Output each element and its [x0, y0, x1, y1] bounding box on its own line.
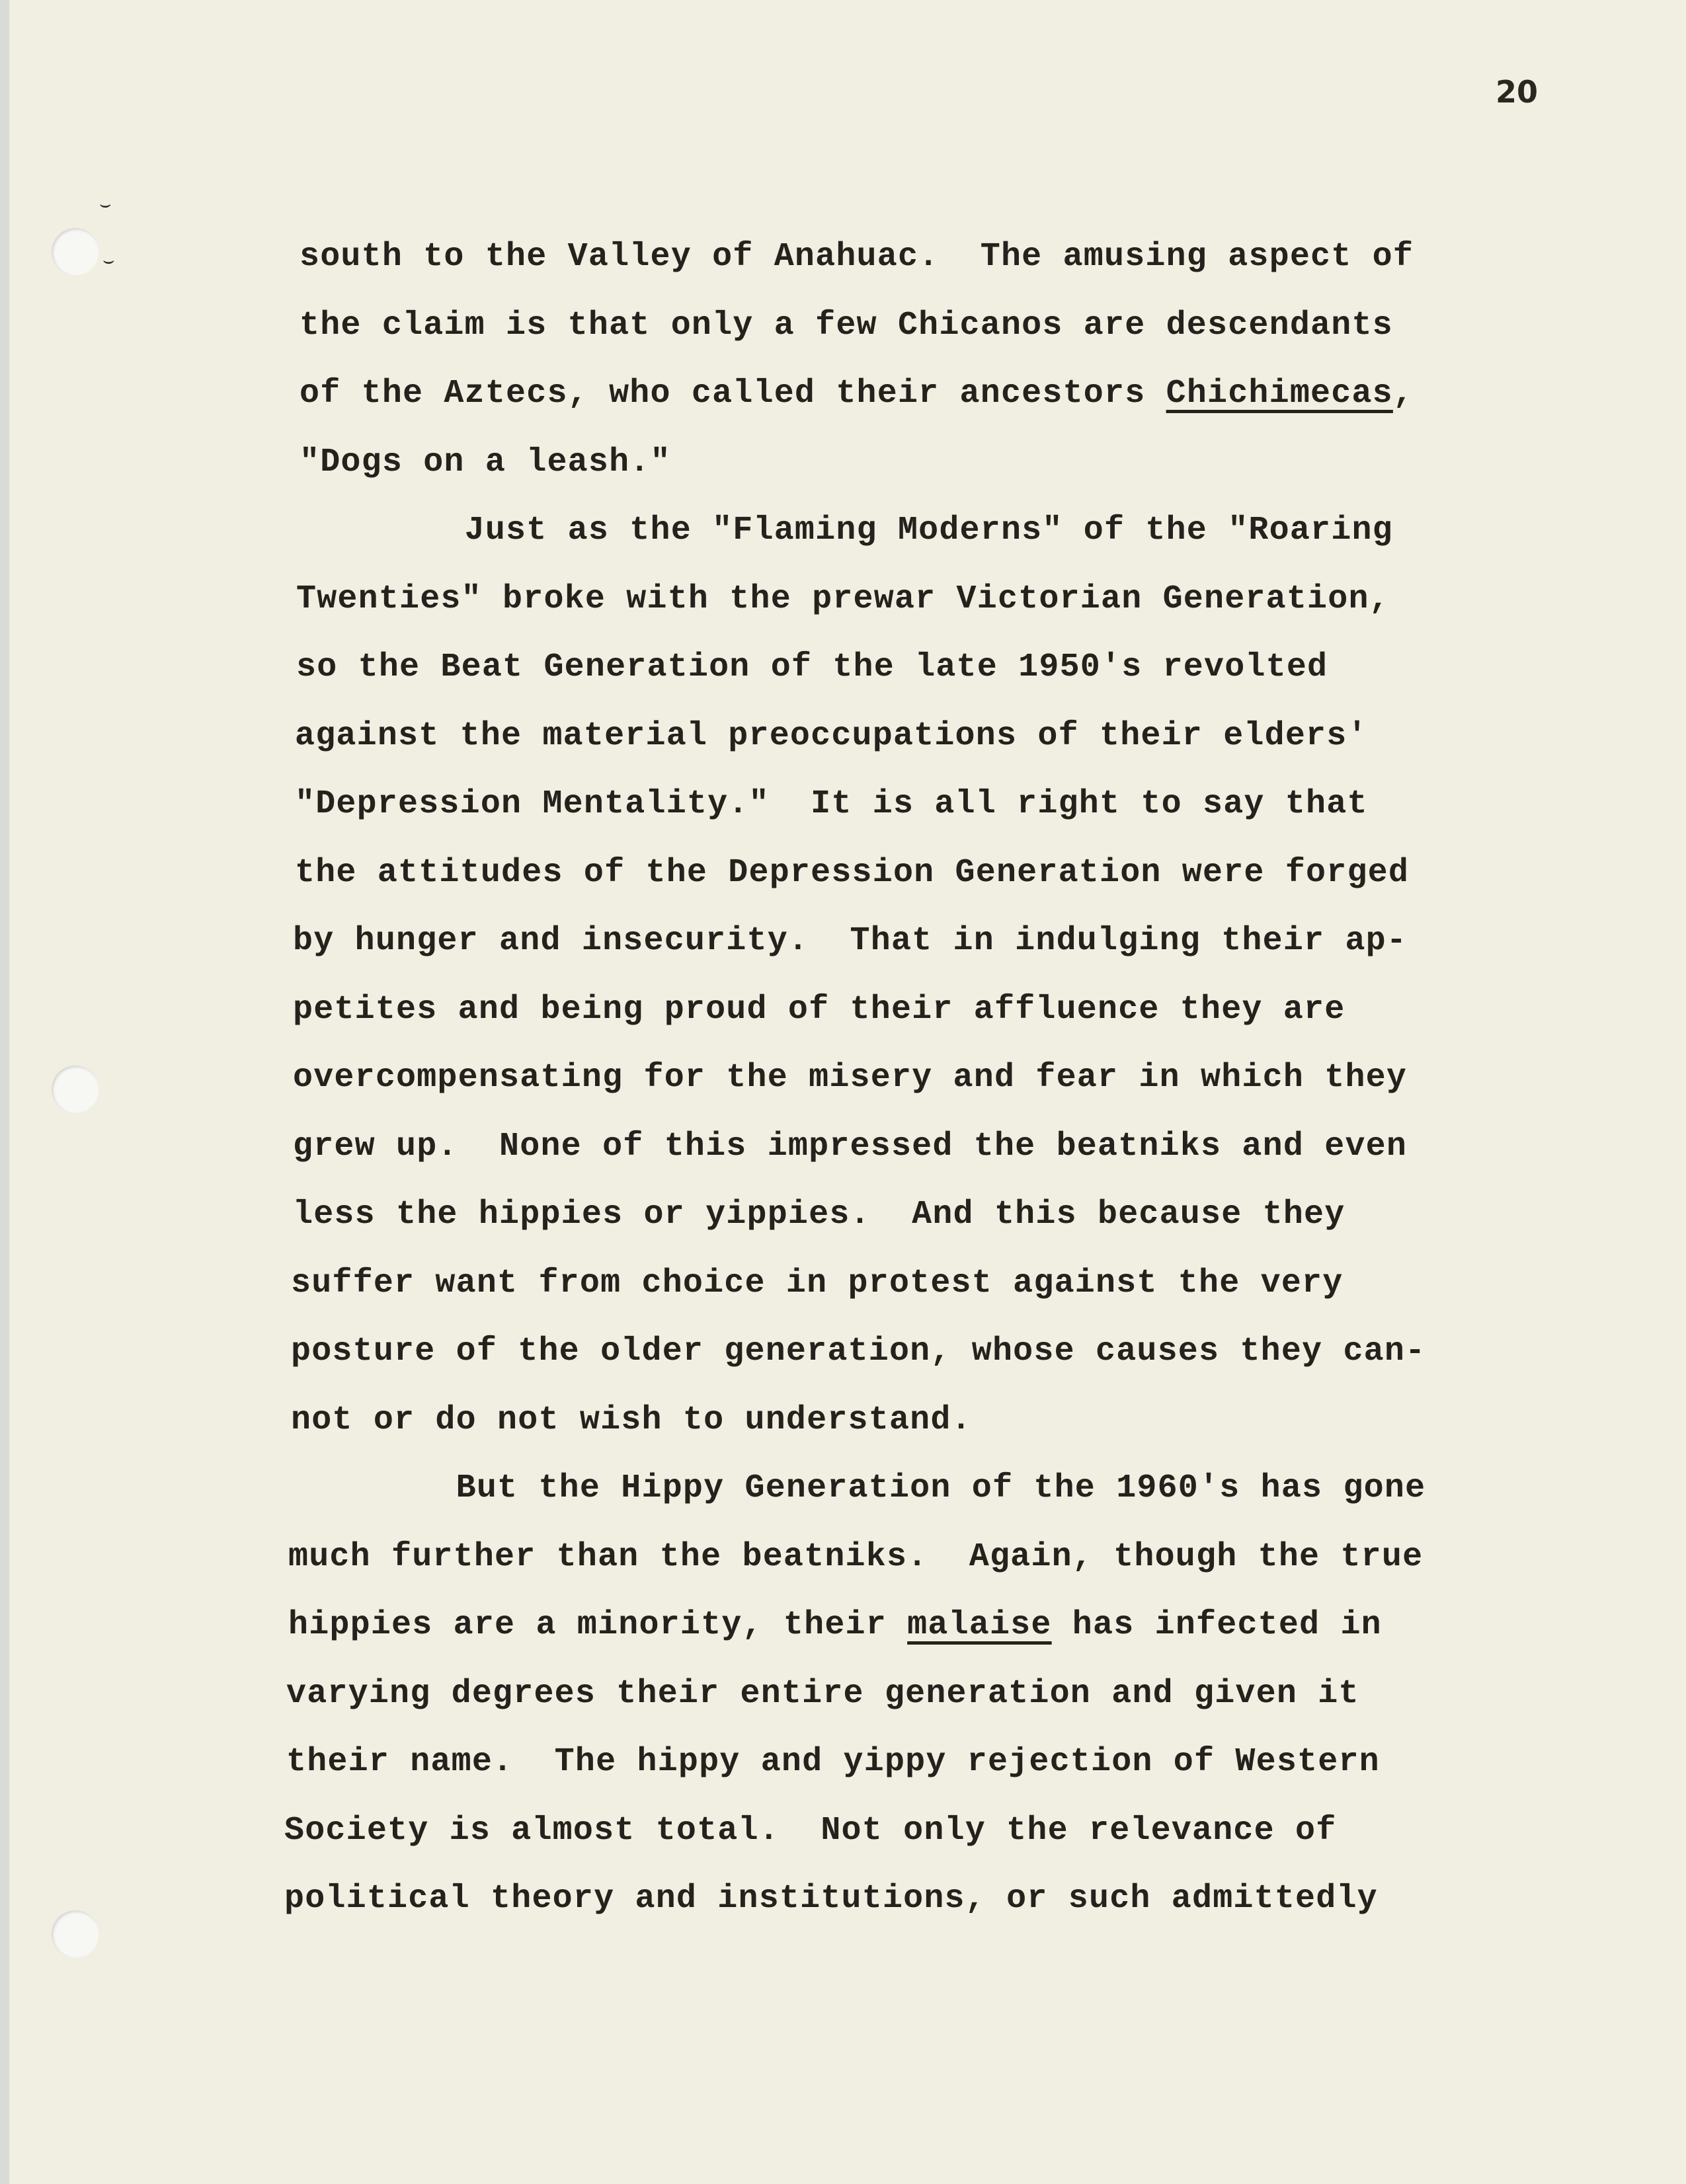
text-line: [300, 444, 671, 481]
text-line: [295, 717, 1368, 755]
ink-mark: ⌣: [102, 252, 115, 272]
line-text: ,: [1392, 375, 1414, 412]
line-text: their name. The hippy and yippy rejection of Western: [286, 1743, 1380, 1781]
line-text: varying degrees their entire generation and given it: [286, 1674, 1359, 1713]
line-text: But the Hippy Generation of the 1960's has gone: [291, 1469, 1426, 1507]
line-text: hippies are a minority, their: [288, 1606, 908, 1644]
text-line: [291, 1401, 972, 1439]
text-line: [295, 785, 1368, 823]
text-line: [296, 648, 1328, 686]
line-text: against the material preoccupations of their elders': [295, 717, 1368, 755]
scan-edge: [0, 0, 9, 2184]
line-text: much further than the beatniks. Again, though the true: [288, 1538, 1424, 1576]
text-line: [293, 1128, 1407, 1165]
punch-hole-bottom: [52, 1910, 99, 1958]
underlined-word: Chichimecas: [1166, 375, 1393, 412]
line-text: overcompensating for the misery and fear in which they: [293, 1059, 1408, 1097]
ink-mark: ⌣: [99, 196, 112, 216]
text-line: [300, 375, 1414, 412]
line-text: suffer want from choice in protest against the very: [291, 1264, 1344, 1302]
text-line: [284, 1880, 1378, 1918]
text-line: [296, 580, 1390, 618]
line-text: less the hippies or yippies. And this because they: [293, 1196, 1345, 1233]
line-text: of the Aztecs, who called their ancestors: [300, 375, 1166, 412]
line-text: grew up. None of this impressed the beatniks and even: [293, 1127, 1408, 1165]
text-line: [300, 307, 1393, 344]
text-line: [284, 1812, 1336, 1850]
text-line: [293, 1196, 1345, 1233]
line-text: Society is almost total. Not only the relevance of: [284, 1811, 1337, 1850]
line-text: political theory and institutions, or such admittedly: [284, 1880, 1378, 1918]
line-text: not or do not wish to understand.: [291, 1401, 972, 1439]
text-line: [293, 922, 1407, 960]
line-text: the claim is that only a few Chicanos are descendants: [300, 306, 1393, 344]
line-text: Just as the "Flaming Moderns" of the "Roaring: [300, 512, 1393, 549]
line-text: by hunger and insecurity. That in indulging their ap-: [293, 922, 1408, 960]
text-line: [293, 1059, 1407, 1097]
line-text: Twenties" broke with the prewar Victorian Generation,: [296, 580, 1390, 618]
line-text: so the Beat Generation of the late 1950's revolted: [296, 648, 1328, 686]
punch-hole-middle: [52, 1066, 99, 1113]
line-text: "Dogs on a leash.": [300, 443, 671, 481]
line-text: "Depression Mentality." It is all right to say that: [295, 785, 1368, 823]
text-line: [286, 1743, 1380, 1781]
text-line: [293, 991, 1345, 1029]
line-text: posture of the older generation, whose causes they can-: [291, 1333, 1426, 1370]
text-line: [295, 854, 1409, 892]
text-line: [286, 1675, 1359, 1713]
underlined-word: malaise: [907, 1606, 1052, 1644]
punch-hole-top: [52, 228, 99, 276]
line-text: has infected in: [1051, 1606, 1382, 1644]
page-number: 20: [1496, 74, 1539, 110]
line-text: south to the Valley of Anahuac. The amusing aspect of: [300, 238, 1414, 276]
line-text: petites and being proud of their affluence they are: [293, 990, 1345, 1029]
text-line: [291, 1469, 1425, 1507]
text-line: [288, 1606, 1382, 1644]
text-line: [291, 1265, 1343, 1302]
text-line: [291, 1333, 1425, 1370]
text-line: [300, 238, 1414, 276]
line-text: the attitudes of the Depression Generation were forged: [295, 853, 1410, 892]
text-line: [300, 512, 1393, 549]
text-line: [288, 1538, 1423, 1576]
